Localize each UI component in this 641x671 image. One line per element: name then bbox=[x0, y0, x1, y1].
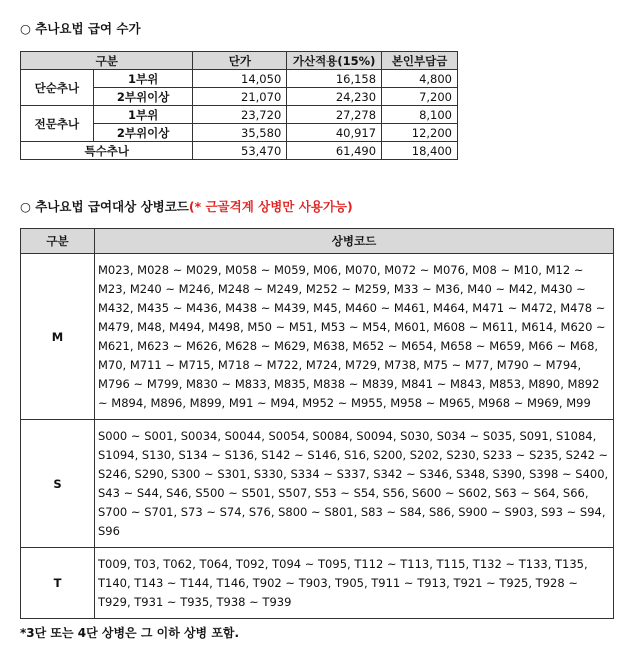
sub-category: 2부위이상 bbox=[93, 88, 193, 106]
copay-cell: 8,100 bbox=[382, 106, 458, 124]
code-list: T009, T03, T062, T064, T092, T094 ~ T095, T112 ~ T113, T115, T132 ~ T133, T135, T140, T143 ~ T144, T146, T902 ~ T903, T905, T911 ~ T913, T921 ~ T925, T928 ~ T929, T931 ~ T935, T938 ~ T939 bbox=[95, 548, 614, 619]
table-row bbox=[21, 142, 458, 160]
group-name: 단순추나 bbox=[21, 70, 94, 106]
header-surcharge: 가산적용(15%) bbox=[287, 52, 382, 70]
surcharge-cell: 27,278 bbox=[287, 106, 382, 124]
copay-cell: 12,200 bbox=[382, 124, 458, 142]
sub-category: 1부위 bbox=[93, 70, 193, 88]
price-cell: 35,580 bbox=[193, 124, 287, 142]
code-category: M bbox=[21, 254, 95, 420]
code-section-title bbox=[20, 197, 353, 215]
table-row bbox=[21, 420, 614, 548]
price-cell: 21,070 bbox=[193, 88, 287, 106]
copay-cell: 18,400 bbox=[382, 142, 458, 160]
copay-cell: 7,200 bbox=[382, 88, 458, 106]
code-list: S000 ~ S001, S0034, S0044, S0054, S0084, S0094, S030, S034 ~ S035, S091, S1084, S1094, S130, S134 ~ S136, S142 ~ S146, S16, S200, S202, S230, S233 ~ S235, S242 ~ S246, S290, S300 ~ S301, S330, S334 ~ S337, S342 ~ S346, S348, S390, S398 ~ S400, S43 ~ S44, S46, S500 ~ S501, S507, S53 ~ S54, S56, S600 ~ S602, S63 ~ S64, S66, S700 ~ S701, S73 ~ S74, S76, S800 ~ S801, S83 ~ S84, S86, S900 ~ S903, S93 ~ S94, S96 bbox=[95, 420, 614, 548]
code-table-header bbox=[21, 229, 614, 254]
table-row bbox=[21, 254, 614, 420]
fee-table-header bbox=[21, 52, 458, 70]
price-cell: 53,470 bbox=[193, 142, 287, 160]
code-section-title-text: ○ 추나요법 급여대상 상병코드 bbox=[20, 199, 189, 214]
surcharge-cell: 16,158 bbox=[287, 70, 382, 88]
table-row bbox=[21, 106, 458, 124]
table-row bbox=[21, 548, 614, 619]
price-cell: 14,050 bbox=[193, 70, 287, 88]
copay-cell: 4,800 bbox=[382, 70, 458, 88]
sub-category: 1부위 bbox=[93, 106, 193, 124]
fee-table bbox=[20, 51, 458, 160]
surcharge-cell: 40,917 bbox=[287, 124, 382, 142]
header-category: 구분 bbox=[21, 52, 193, 70]
footnote: *3단 또는 4단 상병은 그 이하 상병 포함. bbox=[20, 626, 240, 640]
sub-category: 2부위이상 bbox=[93, 124, 193, 142]
warning-note: (* 근골격계 상병만 사용가능) bbox=[188, 199, 353, 214]
surcharge-cell: 61,490 bbox=[287, 142, 382, 160]
group-name: 전문추나 bbox=[21, 106, 94, 142]
code-category: S bbox=[21, 420, 95, 548]
code-category: T bbox=[21, 548, 95, 619]
code-table bbox=[20, 228, 614, 619]
header-copay: 본인부담금 bbox=[382, 52, 458, 70]
header-codes: 상병코드 bbox=[95, 229, 614, 254]
surcharge-cell: 24,230 bbox=[287, 88, 382, 106]
table-row bbox=[21, 70, 458, 88]
fee-section-title: ○ 추나요법 급여 수가 bbox=[20, 21, 141, 36]
price-cell: 23,720 bbox=[193, 106, 287, 124]
group-name: 특수추나 bbox=[21, 142, 193, 160]
code-list: M023, M028 ~ M029, M058 ~ M059, M06, M070, M072 ~ M076, M08 ~ M10, M12 ~ M23, M240 ~ M246, M248 ~ M249, M252 ~ M259, M33 ~ M36, M40 ~ M42, M430 ~ M432, M435 ~ M436, M438 ~ M439, M45, M460 ~ M461, M464, M471 ~ M472, M478 ~ M479, M48, M494, M498, M50 ~ M51, M53 ~ M54, M601, M608 ~ M611, M614, M620 ~ M621, M623 ~ M626, M628 ~ M629, M638, M652 ~ M654, M658 ~ M659, M66 ~ M68, M70, M711 ~ M715, M718 ~ M722, M724, M729, M738, M75 ~ M77, M790 ~ M794, M796 ~ M799, M830 ~ M833, M835, M838 ~ M839, M841 ~ M843, M853, M890, M892 ~ M894, M896, M899, M91 ~ M94, M952 ~ M955, M958 ~ M965, M968 ~ M969, M99 bbox=[95, 254, 614, 420]
header-price: 단가 bbox=[193, 52, 287, 70]
header-category: 구분 bbox=[21, 229, 95, 254]
